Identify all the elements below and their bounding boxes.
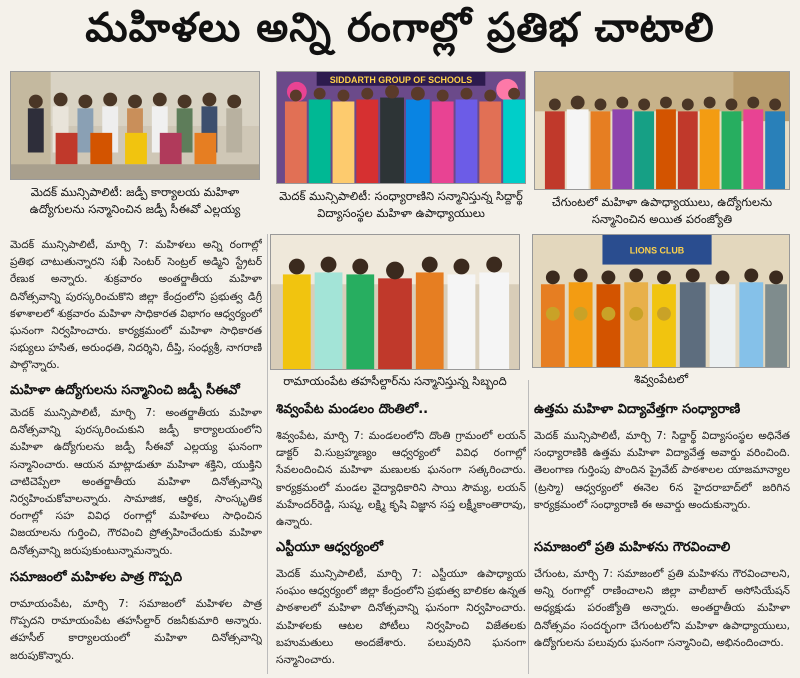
column-divider-right (528, 380, 529, 674)
column-divider-left (267, 234, 268, 674)
article-4-body: మెదక్ మున్సిపాలిటీ, మార్చి 7: ఎస్టీయూ ఉపాధ్యాయ సంఘం ఆధ్వర్యంలో జిల్లా కేంద్రంలోని ప్రభుత్వ బాలికల ఉన్నత పాఠశాలలో మహిళా దినోత్సవాన్ని ఘనంగా నిర్వహించారు. మహిళలకు ఆటల పోటీలు నిర్వహించి విజేతలకు బహుమతులు అందజేశారు. పలువురిని ఘనంగా సన్మానించారు. (276, 568, 526, 667)
article-1-title: మహిళా ఉద్యోగులను సన్మానించి జడ్పీ సీఈవో (10, 383, 240, 398)
photo-shivvampet (532, 234, 790, 368)
article-6-body: చేగుంట, మార్చి 7: సమాజంలో ప్రతి మహిళను గౌరవించాలని, అన్ని రంగాల్లో రాణించాలని జిల్లా వాలీబాల్ అసోసియేషన్ అధ్యక్షుడు పరంజ్యోతి అన్నారు. అంతర్జాతీయ మహిళా దినోత్సవం సందర్భంగా చేగుంటలోని మహిళా ఉపాధ్యాయులు, ఉద్యోగులను పలువురు ఘనంగా సన్మానించి, అభినందించారు. (534, 568, 790, 649)
article-5-body: మెదక్ మున్సిపాలిటీ, మార్చి 7: సిద్దార్థ్ విద్యాసంస్థల అధినేత సంధ్యారాణికి ఉత్తమ మహిళా విద్యావేత్త అవార్డు వరించింది. తెలంగాణ గుర్తింపు పొందిన ప్రైవేట్ పాఠశాలల యాజమాన్యాల (ట్రస్మా) ఆధ్వర్యంలో ఈనెల 6న హైదరాబాద్‌లో జరిగిన కార్యక్రమంలో సంధ్యారాణి ఈ అవార్డు అందుకున్నారు. (534, 430, 790, 511)
article-5-title: ఉత్తమ మహిళా విద్యావేత్తగా సంధ్యారాణి (534, 402, 741, 417)
article-6-title: సమాజంలో ప్రతి మహిళను గౌరవించాలి (534, 540, 731, 555)
caption-photo-3: చేగుంటలో మహిళా ఉపాధ్యాయులు, ఉద్యోగులను సన్మానించిన అయిత పరంజ్యోతి (551, 195, 773, 226)
article-2-body: రామాయంపేట, మార్చి 7: సమాజంలో మహిళల పాత్ర గొప్పదని రామాయంపేట తహసీల్దార్ రజనీకుమారి అన్నారు. తహసీల్ కార్యాలయంలో మహిళా దినోత్సవాన్ని జరుపుకొన్నారు. (10, 598, 262, 662)
photo-zp-ceo-felicitation (10, 71, 260, 180)
caption-photo-4: రామాయంపేట తహసీల్దార్‌ను సన్మానిస్తున్న సిబ్బంది (283, 374, 507, 388)
page-headline: మహిళలు అన్ని రంగాల్లో ప్రతిభ చాటాలి (85, 5, 715, 51)
photo-chegunta-teachers (534, 71, 790, 190)
article-3-body: శివ్వంపేట, మార్చి 7: మండలంలోని దొంతి గ్రామంలో లయన్ డాక్టర్ వి.సుబ్రహ్మణ్యం ఆధ్వర్యంలో వివిధ రంగాల్లో సేవలందించిన మహిళా మణులకు ఘనంగా సత్కరించారు. కార్యక్రమంలో మండల వైద్యాధికారిని సాయి సౌమ్య, లయన్ మహేందర్‌రెడ్డి, సుష్మ, లక్ష్మి కృషి విజ్ఞాన సప్త లక్ష్మీకాంతారావు, ఉన్నారు. (276, 430, 526, 529)
article-1-body: మెదక్ మున్సిపాలిటీ, మార్చి 7: అంతర్జాతీయ మహిళా దినోత్సవాన్ని పురస్కరించుకుని జడ్పీ కార్యాలయంలోని మహిళా ఉద్యోగులను జడ్పీ సీఈవో ఎల్లయ్య ఘనంగా సన్మానించారు. ఆయన మాట్లాడుతూ మహిళా శక్తిని, యుక్తిని చాటిచెప్పేలా అంతర్జాతీయ మహిళా దినోత్సవాన్ని నిర్వహించుకోవాలన్నారు. సామాజిక, ఆర్థిక, సాంస్కృతిక రంగాల్లో సహ వివిధ రంగాల్లో మహిళలు సాధించిన విజయాలను గుర్తించి, గౌరవించి ప్రోత్సహించేందుకు మహిళా దినోత్సవాన్ని జరుపుకుంటున్నామన్నారు. (10, 407, 262, 557)
caption-photo-2: మెదక్ మున్సిపాలిటీ: సంధ్యారాణిని సన్మానిస్తున్న సిద్దార్థ్ విద్యాసంస్థల మహిళా ఉపాధ్యాయులు (279, 189, 523, 220)
caption-photo-5: శివ్వంపేటలో (633, 372, 689, 386)
article-2-title: సమాజంలో మహిళల పాత్ర గొప్పది (10, 570, 183, 585)
caption-photo-1: మెదక్ మున్సిపాలిటీ: జడ్పీ కార్యాలయ మహిళా ఉద్యోగులను సన్మానించిన జడ్పీ సీఈవో ఎల్లయ్య (29, 185, 241, 216)
article-3-title: శివ్వంపేట మండలం దొంతిలో.. (276, 402, 429, 417)
school-banner-text: SIDDARTH GROUP OF SCHOOLS (329, 74, 473, 85)
photo-ramayampet-tahsildar (270, 234, 520, 370)
article-4-title: ఎస్టీయూ ఆధ్వర్యంలో (276, 540, 384, 555)
article-intro-body: మెదక్ మున్సిపాలిటీ, మార్చి 7: మహిళలు అన్ని రంగాల్లో ప్రతిభ చాటుతున్నారని సఖీ సెంటర్ సెంట్రల్ అడ్మిని స్ట్రేటర్ రేణుక అన్నారు. శుక్రవారం అంతర్జాతీయ మహిళా దినోత్సవాన్ని పురస్కరించుకొని జిల్లా కేంద్రంలోని ప్రభుత్వ డిగ్రీ కళాశాలలో శుక్రవారం మహిళా సాధికారత విభాగం ఆధ్వర్యంలో ఘనంగా నిర్వహించారు. కార్యక్రమంలో మహిళా సాధికారత సభ్యులు హసిత, అరుంధతి, నిదర్శిని, దీప్తి, సంధ్యశ్రీ, నాగరాణి పాల్గొన్నారు. (10, 239, 262, 372)
photo-sandhyarani-felicitation (276, 71, 526, 184)
lions-banner-text: LIONS CLUB (629, 245, 685, 256)
